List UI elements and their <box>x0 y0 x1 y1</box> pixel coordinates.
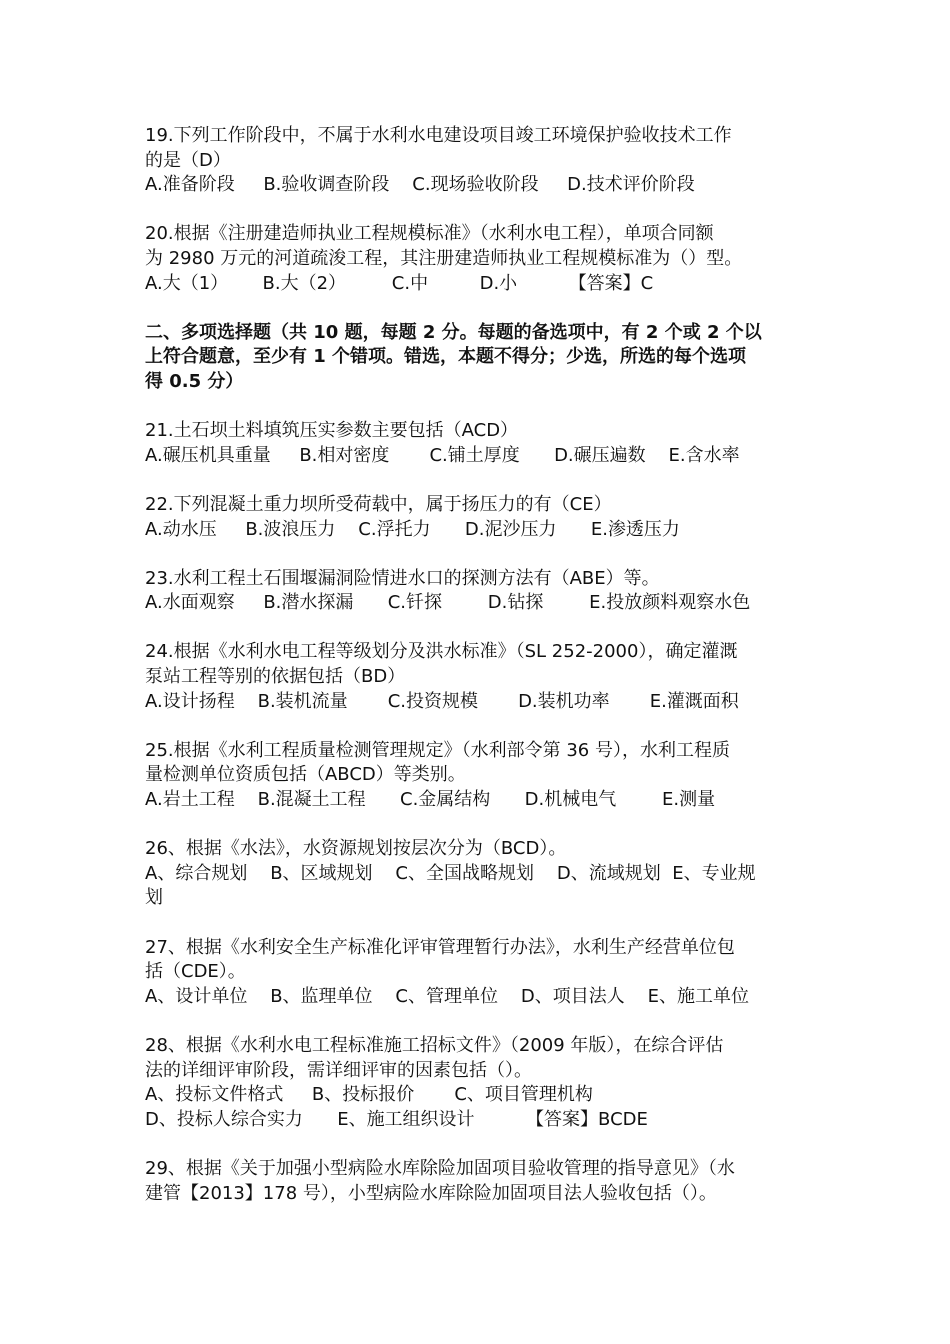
question-26-options-wrap: 划 <box>145 887 163 909</box>
question-23-line-1: 23.水利工程土石围堰漏洞险情进水口的探测方法有（ABE）等。 <box>145 567 660 589</box>
question-22-line-1: 22.下列混凝土重力坝所受荷载中，属于扬压力的有（CE） <box>145 493 612 515</box>
section-heading-line-1: 二、多项选择题（共 10 题，每题 2 分。每题的备选项中，有 2 个或 2 个以 <box>145 321 762 343</box>
question-23 <box>145 567 810 616</box>
question-27-options: A、设计单位 B、监理单位 C、管理单位 D、项目法人 E、施工单位 <box>145 985 750 1007</box>
question-24-line-2: 泵站工程等别的依据包括（BD） <box>145 666 406 688</box>
question-26 <box>145 837 810 911</box>
question-19-line-1: 19.下列工作阶段中，不属于水利水电建设项目竣工环境保护验收技术工作 <box>145 125 732 146</box>
question-23-options: A.水面观察 B.潜水探漏 C.钎探 D.钻探 E.投放颜料观察水色 <box>145 592 751 614</box>
question-24 <box>145 640 810 714</box>
question-25-line-1: 25.根据《水利工程质量检测管理规定》（水利部令第 36 号），水利工程质 <box>145 739 730 761</box>
question-25-options: A.岩土工程 B.混凝土工程 C.金属结构 D.机械电气 E.测量 <box>145 789 716 811</box>
question-29-line-2: 建管【2013】178 号），小型病险水库除险加固项目法人验收包括（）。 <box>145 1182 717 1204</box>
question-28-options-1: A、投标文件格式 B、投标报价 C、项目管理机构 <box>145 1084 593 1106</box>
question-25 <box>145 739 810 813</box>
section-heading-line-2: 上符合题意，至少有 1 个错项。错选，本题不得分；少选，所选的每个选项 <box>145 346 747 368</box>
question-20 <box>145 222 810 296</box>
question-19-line-2: 的是（D） <box>145 149 231 171</box>
question-22 <box>145 493 810 542</box>
section-heading-multiple-choice <box>145 321 810 395</box>
question-20-options: A.大（1） B.大（2） C.中 D.小 【答案】C <box>145 272 654 294</box>
question-29-line-1: 29、根据《关于加强小型病险水库除险加固项目验收管理的指导意见》（水 <box>145 1157 735 1179</box>
question-21 <box>145 419 810 468</box>
question-20-line-2: 为 2980 万元的河道疏浚工程，其注册建造师执业工程规模标准为（）型。 <box>145 247 743 269</box>
question-22-options: A.动水压 B.波浪压力 C.浮托力 D.泥沙压力 E.渗透压力 <box>145 518 680 540</box>
question-19-options: A.准备阶段 B.验收调查阶段 C.现场验收阶段 D.技术评价阶段 <box>145 174 695 196</box>
question-26-options: A、综合规划 B、区域规划 C、全国战略规划 D、流域规划 E、专业规 <box>145 862 756 884</box>
question-21-line-1: 21.土石坝土料填筑压实参数主要包括（ACD） <box>145 420 519 442</box>
question-26-line-1: 26、根据《水法》，水资源规划按层次分为（BCD）。 <box>145 838 567 860</box>
question-24-line-1: 24.根据《水利水电工程等级划分及洪水标准》（SL 252-2000），确定灌溉 <box>145 641 738 663</box>
question-28-options-2: D、投标人综合实力 E、施工组织设计 【答案】BCDE <box>145 1108 648 1130</box>
question-28-line-2: 法的详细评审阶段，需详细评审的因素包括（）。 <box>145 1059 532 1081</box>
section-heading-line-3: 得 0.5 分） <box>145 370 244 392</box>
question-27-line-2: 括（CDE）。 <box>145 961 246 983</box>
document-page <box>145 124 810 1231</box>
question-19 <box>145 124 810 198</box>
question-27 <box>145 936 810 1010</box>
question-28-line-1: 28、根据《水利水电工程标准施工招标文件》（2009 年版），在综合评估 <box>145 1034 724 1056</box>
question-20-line-1: 20.根据《注册建造师执业工程规模标准》（水利水电工程），单项合同额 <box>145 223 714 245</box>
question-25-line-2: 量检测单位资质包括（ABCD）等类别。 <box>145 764 466 786</box>
question-21-options: A.碾压机具重量 B.相对密度 C.铺土厚度 D.碾压遍数 E.含水率 <box>145 444 740 466</box>
question-27-line-1: 27、根据《水利安全生产标准化评审管理暂行办法》，水利生产经营单位包 <box>145 936 735 958</box>
question-24-options: A.设计扬程 B.装机流量 C.投资规模 D.装机功率 E.灌溉面积 <box>145 690 739 712</box>
question-28 <box>145 1034 810 1132</box>
question-29 <box>145 1157 810 1206</box>
